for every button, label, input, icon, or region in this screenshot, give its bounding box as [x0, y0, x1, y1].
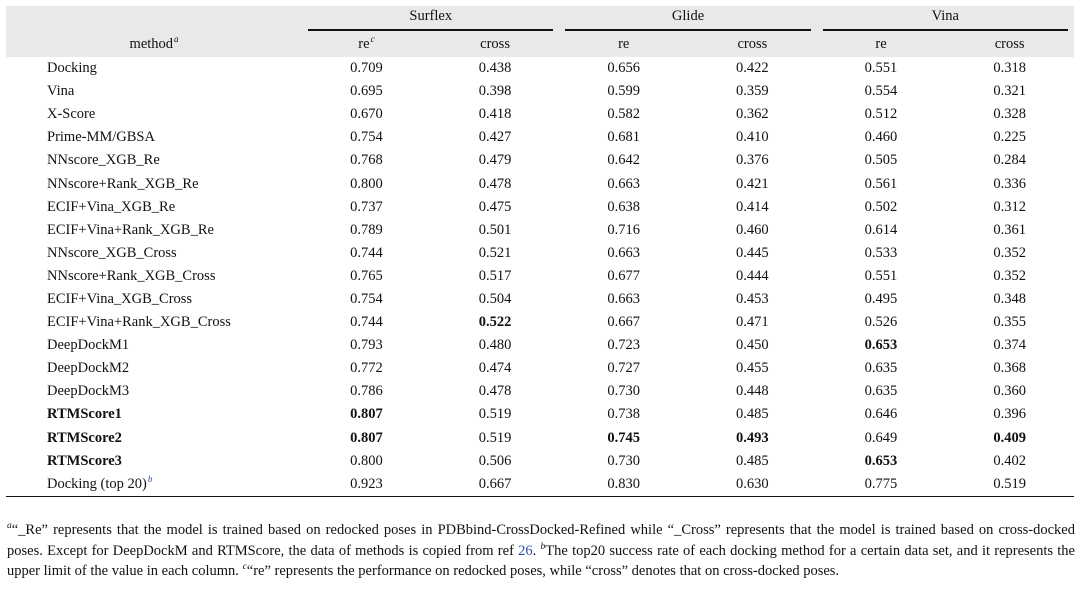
- value-cell: 0.478: [478, 383, 512, 400]
- value-cell: 0.677: [607, 267, 641, 284]
- value-cell: 0.504: [478, 290, 512, 307]
- group-header-glide: [559, 6, 816, 31]
- value-cell: 0.533: [864, 244, 898, 261]
- group-header-row: [6, 6, 1074, 31]
- value-cell: 0.495: [864, 290, 898, 307]
- value-cell: 0.521: [478, 244, 512, 261]
- sub-header-glide-cross: [688, 31, 817, 57]
- method-cell: [6, 357, 302, 380]
- value-cell: 0.485: [736, 406, 769, 423]
- group-label: Surflex: [409, 8, 453, 24]
- value-cell: 0.444: [736, 267, 769, 284]
- table-row: [6, 265, 1074, 288]
- value-cell: 0.554: [864, 83, 898, 100]
- table-row: [6, 357, 1074, 380]
- method-cell: [6, 103, 302, 126]
- value-cell: 0.551: [864, 60, 898, 77]
- group-label: Vina: [931, 8, 959, 24]
- method-cell: [6, 403, 302, 426]
- value-cell: 0.474: [478, 360, 512, 377]
- value-cell: 0.582: [607, 106, 641, 123]
- value-cell: 0.460: [736, 221, 769, 238]
- value-cell: 0.830: [559, 473, 688, 497]
- value-cell: 0.551: [864, 267, 898, 284]
- method-name: NNscore_XGB_Cross: [47, 244, 177, 261]
- table-row: [6, 473, 1074, 497]
- value-cell: 0.348: [993, 290, 1026, 307]
- value-cell: 0.471: [736, 314, 769, 331]
- value-cell: 0.517: [478, 267, 512, 284]
- value-cell: 0.723: [607, 337, 641, 354]
- value-cell: 0.765: [350, 267, 383, 284]
- table-row: [6, 334, 1074, 357]
- value-cell: 0.225: [993, 129, 1026, 146]
- method-name: DeepDockM2: [47, 360, 130, 377]
- value-cell: 0.455: [736, 360, 769, 377]
- method-cell: [6, 265, 302, 288]
- sub-header-glide-re: [559, 31, 688, 57]
- value-cell: 0.653: [864, 337, 898, 354]
- value-cell: 0.485: [736, 452, 769, 469]
- value-cell: 0.789: [350, 221, 383, 238]
- value-cell: 0.519: [478, 429, 512, 446]
- value-cell: 0.450: [736, 337, 769, 354]
- value-cell: 0.359: [736, 83, 769, 100]
- table-row: [6, 172, 1074, 195]
- value-cell: 0.493: [736, 429, 769, 446]
- sub-header-row: [6, 31, 1074, 57]
- value-cell: 0.448: [736, 383, 769, 400]
- value-cell: 0.599: [607, 83, 641, 100]
- table-row: [6, 450, 1074, 473]
- footnote-marker-c: c: [370, 33, 375, 44]
- value-cell: 0.361: [993, 221, 1026, 238]
- table-header: [6, 6, 1074, 57]
- method-name: DeepDockM1: [47, 337, 130, 354]
- value-cell: 0.460: [864, 129, 898, 146]
- value-cell: 0.754: [350, 290, 383, 307]
- value-cell: 0.284: [993, 152, 1026, 169]
- value-cell: 0.649: [864, 429, 898, 446]
- value-cell: 0.352: [993, 244, 1026, 261]
- table-row: [6, 427, 1074, 450]
- sub-header-vina-re: [817, 31, 946, 57]
- value-cell: 0.754: [350, 129, 383, 146]
- value-cell: 0.526: [864, 314, 898, 331]
- sub-header-label: re: [875, 35, 887, 52]
- footnote-marker-a: a: [7, 521, 12, 532]
- method-cell: [6, 172, 302, 195]
- table-row: [6, 126, 1074, 149]
- table-row: [6, 57, 1074, 80]
- value-cell: 0.772: [350, 360, 383, 377]
- footnote-marker-b: b: [540, 541, 546, 552]
- sub-header-vina-cross: [945, 31, 1074, 57]
- method-name: ECIF+Vina+Rank_XGB_Re: [47, 221, 214, 238]
- value-cell: 0.328: [993, 106, 1026, 123]
- value-cell: 0.744: [350, 244, 383, 261]
- value-cell: 0.479: [478, 152, 512, 169]
- value-cell: 0.505: [864, 152, 898, 169]
- value-cell: 0.737: [350, 198, 383, 215]
- method-cell: [6, 334, 302, 357]
- table-body: [6, 57, 1074, 496]
- sub-header-label: cross: [994, 35, 1025, 52]
- value-cell: 0.502: [864, 198, 898, 215]
- value-cell: 0.398: [478, 83, 512, 100]
- value-cell: 0.663: [607, 175, 641, 192]
- method-column-header: [6, 31, 302, 57]
- value-cell: 0.561: [864, 175, 898, 192]
- method-name: X-Score: [47, 106, 96, 123]
- value-cell: 0.519: [945, 473, 1074, 497]
- reference-link-26[interactable]: 26: [518, 542, 533, 559]
- method-name: DeepDockM3: [47, 383, 130, 400]
- value-cell: 0.793: [350, 337, 383, 354]
- table-row: [6, 242, 1074, 265]
- method-cell: [6, 196, 302, 219]
- value-cell: 0.807: [350, 429, 383, 446]
- value-cell: 0.362: [736, 106, 769, 123]
- table-row: [6, 80, 1074, 103]
- value-cell: 0.667: [607, 314, 641, 331]
- method-cell: [6, 149, 302, 172]
- table-row: [6, 196, 1074, 219]
- table-row: [6, 219, 1074, 242]
- value-cell: 0.519: [478, 406, 512, 423]
- method-name: ECIF+Vina_XGB_Re: [47, 198, 176, 215]
- value-cell: 0.786: [350, 383, 383, 400]
- group-header-surflex: [302, 6, 559, 31]
- sub-header-label: re: [358, 35, 370, 52]
- method-name: Vina: [47, 83, 75, 100]
- value-cell: 0.396: [993, 406, 1026, 423]
- group-header-vina: [817, 6, 1074, 31]
- value-cell: 0.744: [350, 314, 383, 331]
- value-cell: 0.352: [993, 267, 1026, 284]
- value-cell: 0.653: [864, 452, 898, 469]
- value-cell: 0.630: [688, 473, 817, 497]
- value-cell: 0.614: [864, 221, 898, 238]
- method-name: Docking: [47, 60, 97, 77]
- value-cell: 0.716: [607, 221, 641, 238]
- value-cell: 0.422: [736, 60, 769, 77]
- value-cell: 0.635: [864, 383, 898, 400]
- value-cell: 0.800: [350, 452, 383, 469]
- footnote-b-text: The top20 success rate of each docking method for a certain data set, and it represents the upper limit of the value in each column.: [7, 542, 1075, 579]
- value-cell: 0.414: [736, 198, 769, 215]
- value-cell: 0.775: [817, 473, 946, 497]
- method-cell: [6, 427, 302, 450]
- method-name: RTMScore1: [47, 406, 122, 423]
- value-cell: 0.642: [607, 152, 641, 169]
- method-name: NNscore+Rank_XGB_Cross: [47, 267, 216, 284]
- value-cell: 0.409: [993, 429, 1026, 446]
- method-cell: [6, 219, 302, 242]
- method-name: RTMScore2: [47, 429, 122, 446]
- value-cell: 0.355: [993, 314, 1026, 331]
- value-cell: 0.475: [478, 198, 512, 215]
- value-cell: 0.730: [607, 452, 641, 469]
- value-cell: 0.638: [607, 198, 641, 215]
- value-cell: 0.374: [993, 337, 1026, 354]
- value-cell: 0.709: [350, 60, 383, 77]
- value-cell: 0.768: [350, 152, 383, 169]
- table-row: [6, 149, 1074, 172]
- value-cell: 0.522: [478, 314, 512, 331]
- value-cell: 0.727: [607, 360, 641, 377]
- method-name: ECIF+Vina_XGB_Cross: [47, 290, 193, 307]
- value-cell: 0.402: [993, 452, 1026, 469]
- value-cell: 0.635: [864, 360, 898, 377]
- value-cell: 0.453: [736, 290, 769, 307]
- value-cell: 0.738: [607, 406, 641, 423]
- method-name: ECIF+Vina+Rank_XGB_Cross: [47, 314, 231, 331]
- value-cell: 0.445: [736, 244, 769, 261]
- value-cell: 0.745: [607, 429, 641, 446]
- value-cell: 0.368: [993, 360, 1026, 377]
- value-cell: 0.336: [993, 175, 1026, 192]
- method-header-label: method: [129, 35, 174, 52]
- table-row: [6, 380, 1074, 403]
- value-cell: 0.376: [736, 152, 769, 169]
- footnote-c-text: “re” represents the performance on redocked poses, while “cross” denotes that on cross-docked poses.: [246, 563, 840, 579]
- value-cell: 0.807: [350, 406, 383, 423]
- value-cell: 0.480: [478, 337, 512, 354]
- value-cell: 0.695: [350, 83, 383, 100]
- method-name: NNscore+Rank_XGB_Re: [47, 175, 199, 192]
- method-cell: [6, 473, 302, 497]
- table-row: [6, 403, 1074, 426]
- value-cell: 0.656: [607, 60, 641, 77]
- method-name: NNscore_XGB_Re: [47, 152, 160, 169]
- method-name: Docking (top 20): [47, 475, 147, 492]
- value-cell: 0.681: [607, 129, 641, 146]
- value-cell: 0.506: [478, 452, 512, 469]
- value-cell: 0.512: [864, 106, 898, 123]
- table-row: [6, 288, 1074, 311]
- method-cell: [6, 288, 302, 311]
- sub-header-surflex-re: [302, 31, 431, 57]
- value-cell: 0.667: [431, 473, 560, 497]
- value-cell: 0.418: [478, 106, 512, 123]
- footnote-marker-c: c: [242, 562, 247, 573]
- method-name: Prime-MM/GBSA: [47, 129, 155, 146]
- table-row: [6, 103, 1074, 126]
- value-cell: 0.410: [736, 129, 769, 146]
- group-label: Glide: [671, 8, 705, 24]
- footnote-a-text: “_Re” represents that the model is trained based on redocked poses in PDBbind-CrossDocked-Refined while “_Cross” represents that the model is trained based on cross-docked poses. Except for DeepDockM and RTMScore, the data of methods is copied from ref: [7, 522, 1075, 559]
- footnote-marker-a: a: [174, 33, 179, 44]
- method-name: RTMScore3: [47, 452, 122, 469]
- value-cell: 0.730: [607, 383, 641, 400]
- value-cell: 0.800: [350, 175, 383, 192]
- value-cell: 0.670: [350, 106, 383, 123]
- value-cell: 0.646: [864, 406, 898, 423]
- value-cell: 0.663: [607, 290, 641, 307]
- results-table: [6, 6, 1074, 497]
- method-cell: [6, 450, 302, 473]
- footnote-a-tail: .: [532, 542, 541, 559]
- value-cell: 0.360: [993, 383, 1026, 400]
- sub-header-label: cross: [737, 35, 768, 52]
- method-cell: [6, 242, 302, 265]
- value-cell: 0.421: [736, 175, 769, 192]
- sub-header-label: cross: [480, 35, 510, 52]
- value-cell: 0.427: [478, 129, 512, 146]
- footnote-marker-b: b: [147, 473, 153, 484]
- value-cell: 0.321: [993, 83, 1026, 100]
- value-cell: 0.923: [302, 473, 431, 497]
- method-cell: [6, 311, 302, 334]
- value-cell: 0.501: [478, 221, 512, 238]
- method-group-spacer: [6, 6, 302, 31]
- method-cell: [6, 57, 302, 80]
- value-cell: 0.318: [993, 60, 1026, 77]
- table-row: [6, 311, 1074, 334]
- method-cell: [6, 126, 302, 149]
- table-footnotes: [7, 520, 1075, 582]
- value-cell: 0.438: [478, 60, 512, 77]
- sub-header-surflex-cross: [431, 31, 560, 57]
- value-cell: 0.478: [478, 175, 512, 192]
- method-cell: [6, 80, 302, 103]
- value-cell: 0.312: [993, 198, 1026, 215]
- method-cell: [6, 380, 302, 403]
- value-cell: 0.663: [607, 244, 641, 261]
- sub-header-label: re: [618, 35, 630, 52]
